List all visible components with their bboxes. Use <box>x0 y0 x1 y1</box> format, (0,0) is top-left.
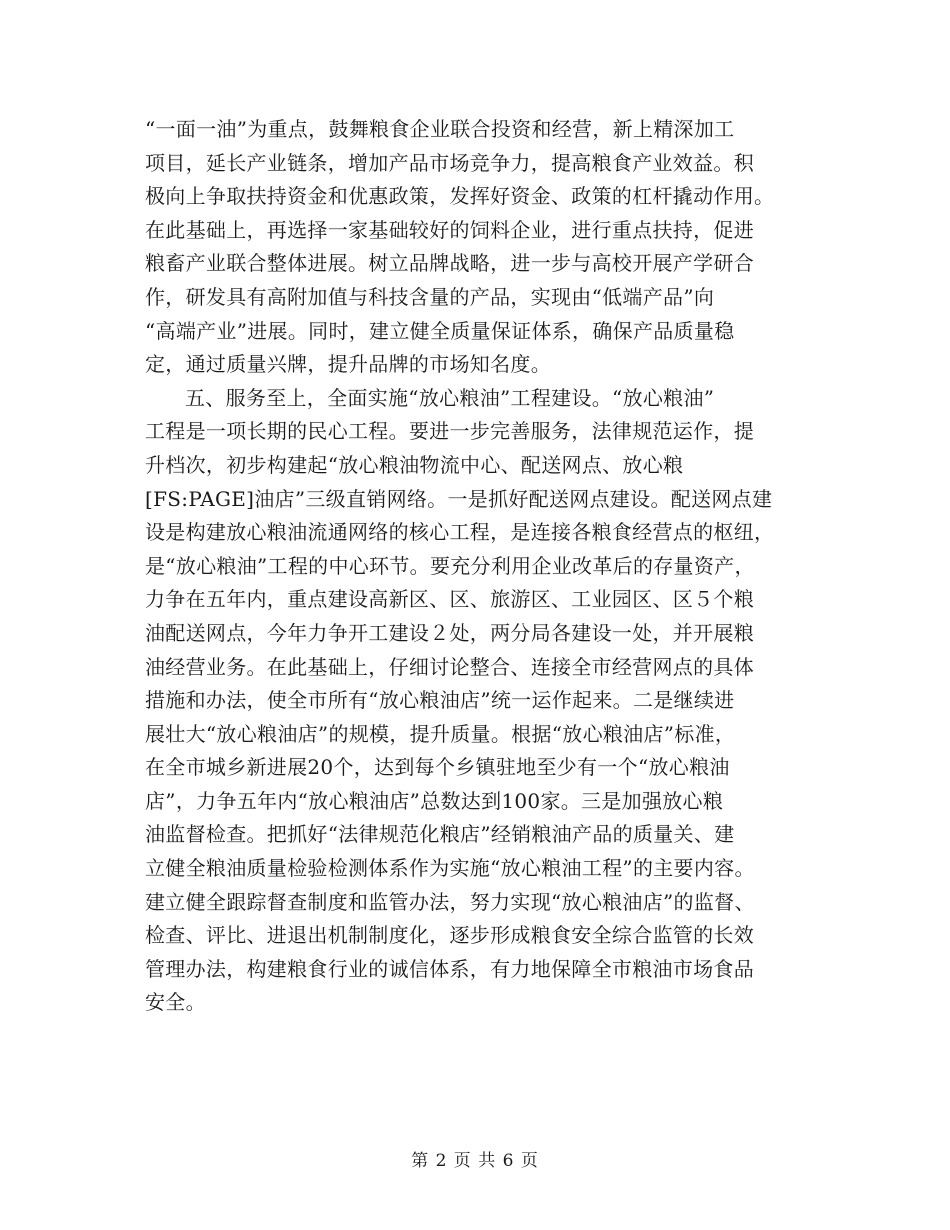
text-line: 项目，延长产业链条，增加产品市场竞争力，提高粮食产业效益。积 <box>145 150 754 175</box>
text-line: 在此基础上，再选择一家基础较好的饲料企业，进行重点扶持，促进 <box>145 217 754 242</box>
text-line: 管理办法，构建粮食行业的诚信体系，有力地保障全市粮油市场食品 <box>145 956 754 981</box>
text-line: 定，通过质量兴牌，提升品牌的市场知名度。 <box>145 352 551 377</box>
text-line: “高端产业”进展。同时，建立健全质量保证体系，确保产品质量稳 <box>145 318 735 343</box>
text-line: “一面一油”为重点，鼓舞粮食企业联合投资和经营，新上精深加工 <box>145 117 735 141</box>
text-line: 工程是一项长期的民心工程。要进一步完善服务，法律规范运作，提 <box>145 419 754 444</box>
text-line: 设是构建放心粮油流通网络的核心工程，是连接各粮食经营点的枢纽， <box>145 520 775 545</box>
text-line: 油监督检查。把抓好“法律规范化粮店”经销粮油产品的质量关、建 <box>145 822 735 847</box>
text-line: 店”，力争五年内“放心粮油店”总数达到100家。三是加强放心粮 <box>145 788 724 813</box>
document-body <box>145 113 805 1020</box>
text-line: 油配送网点，今年力争开工建设２处，两分局各建设一处，并开展粮 <box>145 620 754 645</box>
paragraph-2 <box>145 382 805 1020</box>
text-line: 建立健全跟踪督查制度和监管办法，努力实现“放心粮油店”的监督、 <box>145 889 755 914</box>
text-line: 五、服务至上，全面实施“放心粮油”工程建设。“放心粮油” <box>185 385 715 410</box>
text-line: 极向上争取扶持资金和优惠政策，发挥好资金、政策的杠杆撬动作用。 <box>145 184 775 209</box>
text-line: 立健全粮油质量检验检测体系作为实施“放心粮油工程”的主要内容。 <box>145 856 755 881</box>
text-line: 粮畜产业联合整体进展。树立品牌战略，进一步与高校开展产学研合 <box>145 251 754 276</box>
text-line: 展壮大“放心粮油店”的规模，提升质量。根据“放心粮油店”标准， <box>145 721 736 746</box>
text-line: 是“放心粮油”工程的中心环节。要充分利用企业改革后的存量资产， <box>145 553 755 578</box>
text-line: 作，研发具有高附加值与科技含量的产品，实现由“低端产品”向 <box>145 284 715 309</box>
text-line: 安全。 <box>145 990 206 1015</box>
text-line: 在全市城乡新进展20个，达到每个乡镇驻地至少有一个“放心粮油 <box>145 755 730 780</box>
text-line: 升档次，初步构建起“放心粮油物流中心、配送网点、放心粮 <box>145 452 684 477</box>
text-line: 检查、评比、进退出机制制度化，逐步形成粮食安全综合监管的长效 <box>145 923 754 948</box>
page-number-footer: 第 2 页 共 6 页 <box>411 1151 539 1171</box>
text-line: [FS:PAGE]油店”三级直销网络。一是抓好配送网点建设。配送网点建 <box>145 486 773 511</box>
text-line: 力争在五年内，重点建设高新区、区、旅游区、工业园区、区５个粮 <box>145 587 754 612</box>
text-line: 油经营业务。在此基础上，仔细讨论整合、连接全市经营网点的具体 <box>145 654 754 679</box>
paragraph-1 <box>145 113 805 382</box>
text-line: 措施和办法，使全市所有“放心粮油店”统一运作起来。二是继续进 <box>145 688 735 713</box>
